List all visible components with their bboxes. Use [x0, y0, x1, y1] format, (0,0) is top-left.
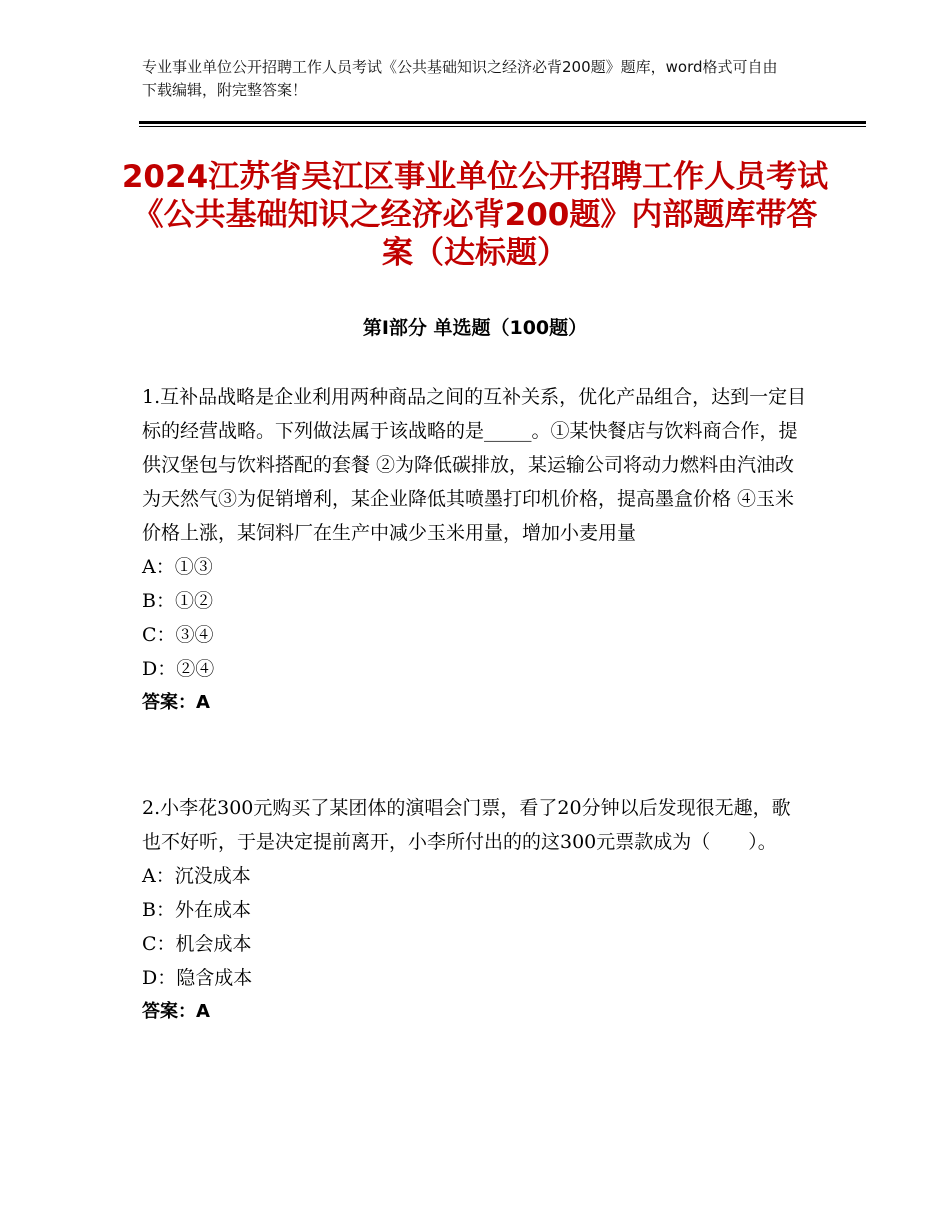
option-b: B：外在成本 [142, 899, 251, 921]
question-stem: 1.互补品战略是企业利用两种商品之间的互补关系，优化产品组合，达到一定目标的经营战略。下列做法属于该战略的是_____。①某快餐店与饮料商合作，提供汉堡包与饮料搭配的套餐 ②为降低碳排放，某运输公司将动力燃料由汽油改为天然气③为促销增利，某企业降低其喷墨打印机价格，提高墨盒价格 ④玉米价格上涨，某饲料厂在生产中减少玉米用量，增加小麦用量 [142, 386, 807, 544]
question-stem: 2.小李花300元购买了某团体的演唱会门票，看了20分钟以后发现很无趣，歌也不好听，于是决定提前离开，小李所付出的的这300元票款成为（ ）。 [142, 797, 791, 853]
header-divider-thick [139, 121, 866, 124]
header-divider-thin [139, 126, 866, 127]
option-d: D：隐含成本 [142, 967, 253, 989]
header-note: 专业事业单位公开招聘工作人员考试《公共基础知识之经济必背200题》题库，word格式可自由下载编辑，附完整答案！ [142, 58, 778, 99]
option-d: D：②④ [142, 658, 215, 680]
option-c: C：③④ [142, 624, 214, 646]
option-list [142, 859, 807, 995]
document-title: 2024江苏省吴江区事业单位公开招聘工作人员考试《公共基础知识之经济必背200题》内部题库带答案（达标题） [121, 159, 829, 271]
option-b: B：①② [142, 590, 213, 612]
option-c: C：机会成本 [142, 933, 252, 955]
section-heading: 第Ⅰ部分 单选题（100题） [362, 317, 588, 339]
question-2 [142, 791, 807, 1029]
answer: 答案：A [142, 692, 210, 713]
option-a: A：沉没成本 [142, 865, 251, 887]
option-a: A：①③ [142, 556, 213, 578]
question-1 [142, 380, 807, 720]
option-list [142, 550, 807, 686]
answer: 答案：A [142, 1001, 210, 1022]
